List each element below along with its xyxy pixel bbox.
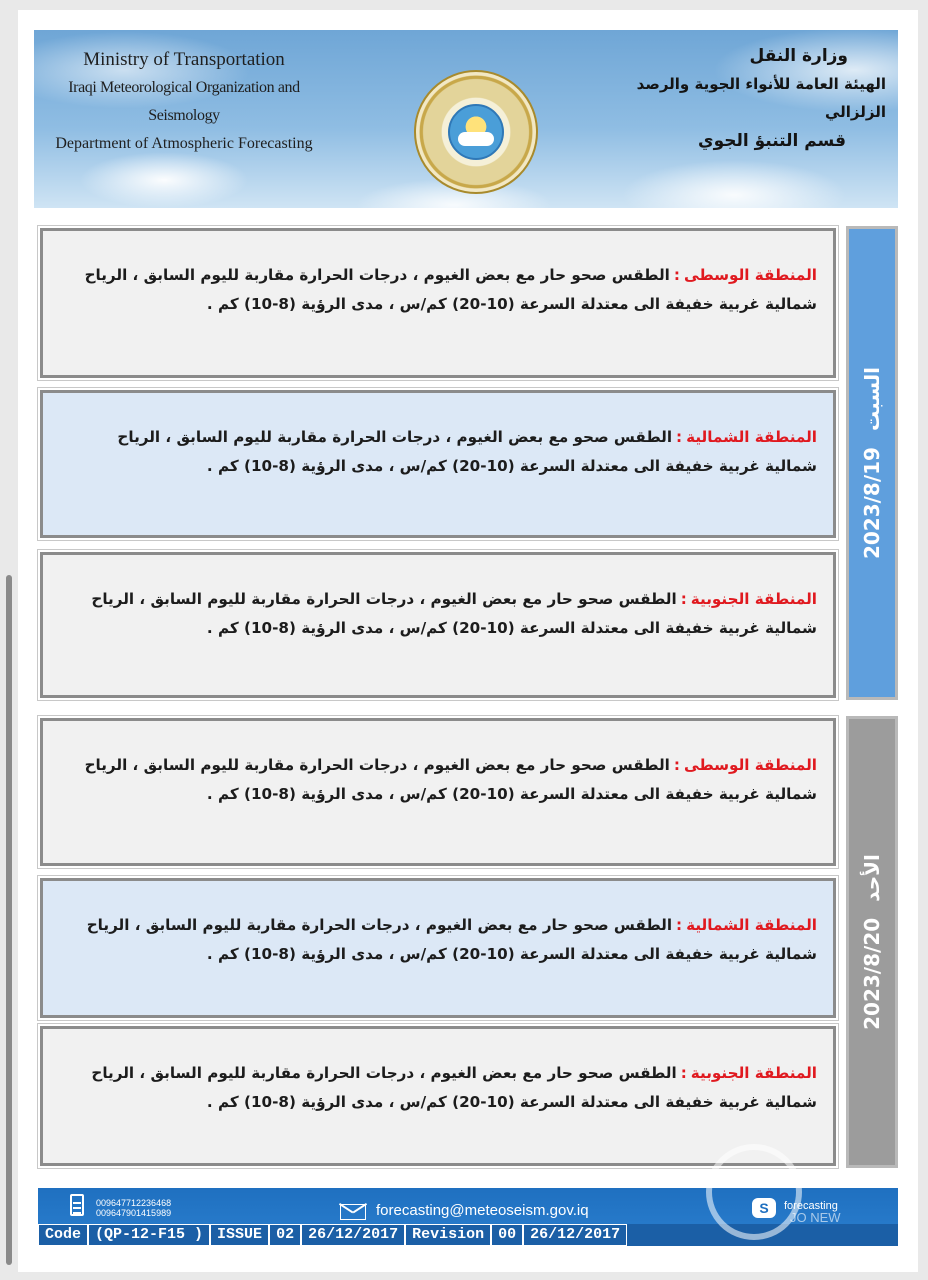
forecast-card-north bbox=[40, 878, 836, 1018]
region-separator: : bbox=[676, 428, 683, 446]
footer-skype: forecasting bbox=[784, 1200, 838, 1212]
forecast-text: الطقس صحو حار مع بعض الغيوم ، درجات الحرارة مقاربة لليوم السابق ، الرياح شمالية غربية خفيفة الى معتدلة السرعة (10-20) كم/س ، مدى الرؤية (8-10) كم . bbox=[86, 916, 817, 963]
forecast-card-central bbox=[40, 228, 836, 378]
region-name: المنطقة الشمالية bbox=[686, 428, 817, 446]
day-label bbox=[860, 854, 884, 1030]
region-separator: : bbox=[680, 1064, 687, 1082]
region-name: المنطقة الوسطى bbox=[683, 756, 817, 774]
forecast-card-south bbox=[40, 1026, 836, 1166]
watermark-logo bbox=[706, 1144, 802, 1240]
issue-label: ISSUE bbox=[210, 1224, 269, 1246]
region-separator: : bbox=[676, 916, 683, 934]
revision-value: 00 bbox=[491, 1224, 523, 1246]
forecast-card-central bbox=[40, 718, 836, 866]
forecast-text: الطقس صحو حار مع بعض الغيوم ، درجات الحرارة مقاربة لليوم السابق ، الرياح شمالية غربية خفيفة الى معتدلة السرعة (10-20) كم/س ، مدى الرؤية (8-10) كم . bbox=[84, 756, 817, 803]
department-name-ar: قسم التنبؤ الجوي bbox=[698, 131, 846, 151]
day-name: الأحد bbox=[860, 854, 884, 902]
envelope-icon bbox=[340, 1204, 366, 1220]
forecast-text: الطقس صحو حار مع بعض الغيوم ، درجات الحرارة مقاربة لليوم السابق ، الرياح شمالية غربية خفيفة الى معتدلة السرعة (10-20) كم/س ، مدى الرؤية (8-10) كم . bbox=[91, 590, 817, 637]
watermark-text: JO NEW bbox=[790, 1210, 841, 1225]
ministry-name-ar: وزارة النقل bbox=[749, 46, 848, 66]
issue-value: 02 bbox=[269, 1224, 301, 1246]
region-separator: : bbox=[680, 590, 687, 608]
forecast-card-south bbox=[40, 552, 836, 698]
revision-label: Revision bbox=[405, 1224, 491, 1246]
phone-number-2: 009647901415989 bbox=[96, 1208, 172, 1218]
scrollbar[interactable] bbox=[6, 575, 12, 1265]
day-label bbox=[860, 367, 884, 559]
day-date: 2023/8/19 bbox=[860, 447, 884, 560]
day-sidebar bbox=[846, 226, 898, 700]
ministry-name-en: Ministry of Transportation bbox=[83, 49, 285, 70]
revision-date: 26/12/2017 bbox=[523, 1224, 627, 1246]
sun-cloud-icon bbox=[448, 104, 504, 160]
region-separator: : bbox=[673, 266, 680, 284]
code-label: Code bbox=[38, 1224, 88, 1246]
issue-date: 26/12/2017 bbox=[301, 1224, 405, 1246]
header-arabic bbox=[586, 42, 886, 156]
department-name-en: Department of Atmospheric Forecasting bbox=[55, 135, 313, 152]
organization-logo bbox=[414, 70, 538, 194]
skype-icon: S bbox=[752, 1198, 776, 1218]
region-name: المنطقة الجنوبية bbox=[690, 1064, 817, 1082]
phone-icon bbox=[70, 1194, 84, 1216]
phone-number-1: 009647712236468 bbox=[96, 1198, 172, 1208]
region-separator: : bbox=[673, 756, 680, 774]
forecast-text: الطقس صحو حار مع بعض الغيوم ، درجات الحرارة مقاربة لليوم السابق ، الرياح شمالية غربية خفيفة الى معتدلة السرعة (10-20) كم/س ، مدى الرؤية (8-10) كم . bbox=[91, 1064, 817, 1111]
organization-name-ar: الهيئة العامة للأنواء الجوية والرصد الزلزالي bbox=[636, 75, 886, 121]
header-banner bbox=[34, 30, 898, 208]
header-english bbox=[34, 46, 334, 158]
day-date: 2023/8/20 bbox=[860, 917, 884, 1030]
forecast-card-north bbox=[40, 390, 836, 538]
forecast-text: الطقس صحو حار مع بعض الغيوم ، درجات الحرارة مقاربة لليوم السابق ، الرياح شمالية غربية خفيفة الى معتدلة السرعة (10-20) كم/س ، مدى الرؤية (8-10) كم . bbox=[84, 266, 817, 313]
region-name: المنطقة الوسطى bbox=[683, 266, 817, 284]
day-block-saturday bbox=[40, 226, 900, 700]
day-block-sunday bbox=[40, 716, 900, 1168]
forecast-text: الطقس صحو مع بعض الغيوم ، درجات الحرارة مقاربة لليوم السابق ، الرياح شمالية غربية خفيفة الى معتدلة السرعة (10-20) كم/س ، مدى الرؤية (8-10) كم . bbox=[117, 428, 817, 475]
footer-phones bbox=[96, 1198, 171, 1218]
day-sidebar bbox=[846, 716, 898, 1168]
organization-name-en: Iraqi Meteorological Organization and Seismology bbox=[68, 79, 300, 124]
code-value: (QP-12-F15 ) bbox=[88, 1224, 210, 1246]
region-name: المنطقة الجنوبية bbox=[690, 590, 817, 608]
day-name: السبت bbox=[860, 366, 884, 432]
region-name: المنطقة الشمالية bbox=[686, 916, 817, 934]
footer-email[interactable]: forecasting@meteoseism.gov.iq bbox=[376, 1202, 589, 1219]
